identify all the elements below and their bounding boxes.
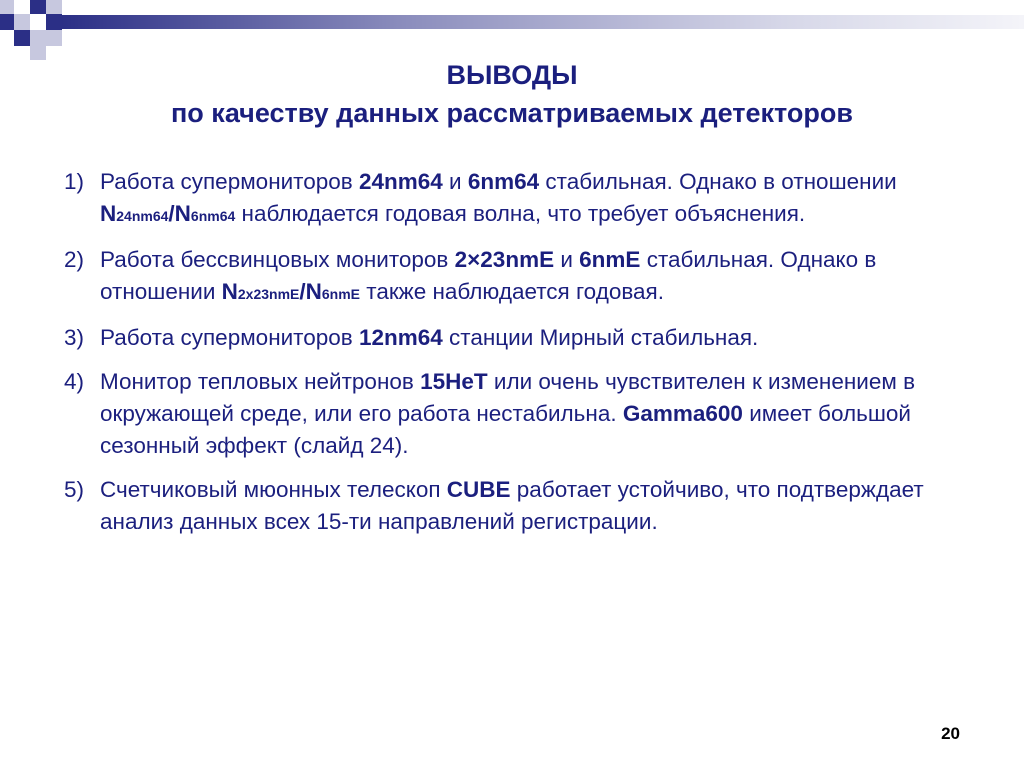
item-number: 2)	[64, 247, 85, 272]
item-number: 3)	[64, 325, 85, 350]
list-item	[64, 474, 984, 538]
item-text: Счетчиковый мюонных телескоп CUBE работает устойчиво, что подтверждает анализ данных всех 15-ти направлений регистрации.	[100, 477, 924, 534]
item-number: 4)	[64, 369, 85, 394]
conclusions-list	[64, 166, 984, 550]
item-text: Монитор тепловых нейтронов 15HeT или очень чувствителен к изменением в окружающей среде, или его работа нестабильна. Gamma600 имеет большой сезонный эффект (слайд 24).	[100, 369, 916, 458]
item-number: 5)	[64, 477, 85, 502]
item-text: Работа бессвинцовых мониторов 2×23nmE и 6nmE стабильная. Однако в отношении N2x23nmE/N6nmE также наблюдается годовая.	[100, 247, 877, 304]
item-number: 1)	[64, 169, 85, 194]
list-item	[64, 366, 984, 462]
list-item	[64, 166, 984, 232]
header-decoration	[0, 0, 1024, 60]
title-line-1: ВЫВОДЫ	[446, 60, 578, 90]
list-item	[64, 244, 984, 310]
slide-title	[0, 56, 1024, 132]
list-item	[64, 322, 984, 354]
title-line-2: по качеству данных рассматриваемых детекторов	[171, 98, 853, 128]
page-number: 20	[941, 724, 960, 743]
item-text: Работа супермониторов 12nm64 станции Мирный стабильная.	[100, 325, 759, 350]
item-text: Работа супермониторов 24nm64 и 6nm64 стабильная. Однако в отношении N24nm64/N6nm64 наблюдается годовая волна, что требует объяснения.	[100, 169, 897, 226]
